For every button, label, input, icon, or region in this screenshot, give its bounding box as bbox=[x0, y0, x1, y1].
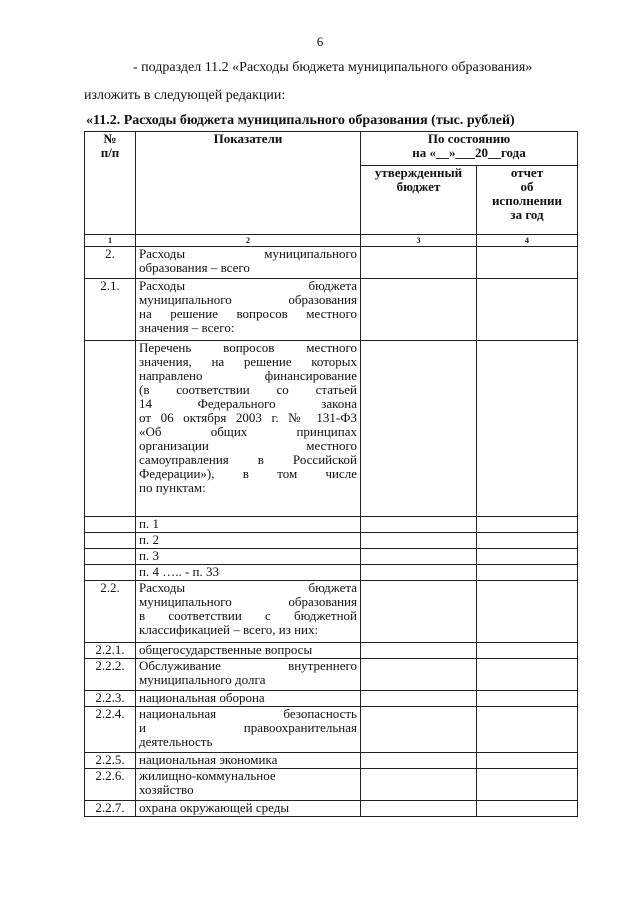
row-report-value-cell bbox=[477, 341, 578, 517]
row-number-cell bbox=[85, 565, 136, 581]
row-indicator-line: значения, на решение которых bbox=[139, 354, 357, 369]
row-indicator-line: п. 4 ….. - п. 33 bbox=[139, 564, 219, 579]
row-report-value-cell bbox=[477, 801, 578, 817]
row-number-cell: 2.1. bbox=[85, 279, 136, 341]
row-approved-value-cell bbox=[361, 341, 477, 517]
row-number-cell: 2.2.2. bbox=[85, 659, 136, 691]
row-indicator-line: национальная экономика bbox=[139, 752, 278, 767]
row-indicator-line: п. 3 bbox=[139, 548, 159, 563]
row-indicator-line: значения – всего: bbox=[139, 320, 235, 335]
row-indicator-cell bbox=[136, 753, 361, 769]
row-indicator-line: самоуправления в Российской bbox=[139, 452, 357, 467]
row-indicator-line: п. 2 bbox=[139, 532, 159, 547]
row-indicator-cell bbox=[136, 279, 361, 341]
header-approved-label: утвержденный бюджет bbox=[374, 165, 463, 194]
header-report-label: отчет об исполнении за год bbox=[491, 165, 563, 222]
table-row bbox=[85, 691, 578, 707]
table-row bbox=[85, 565, 578, 581]
header-num-label: № п/п bbox=[100, 131, 120, 160]
row-indicator-cell bbox=[136, 769, 361, 801]
row-indicator-line: Расходы бюджета bbox=[139, 278, 357, 293]
row-indicator-line: от 06 октября 2003 г. № 131-ФЗ bbox=[139, 410, 357, 425]
row-report-value-cell bbox=[477, 517, 578, 533]
row-report-value-cell bbox=[477, 581, 578, 643]
row-number-cell bbox=[85, 341, 136, 517]
row-indicator-line: на решение вопросов местного bbox=[139, 306, 357, 321]
row-indicator-line: национальная оборона bbox=[139, 690, 265, 705]
row-indicator-line: организации местного bbox=[139, 438, 357, 453]
row-report-value-cell bbox=[477, 769, 578, 801]
header-num-cell bbox=[85, 132, 136, 235]
table-title: «11.2. Расходы бюджета муниципального образования (тыс. рублей) bbox=[86, 113, 515, 128]
row-indicator-line: муниципального долга bbox=[139, 672, 266, 687]
intro-line-1: - подраздел 11.2 «Расходы бюджета муниципального образования» bbox=[133, 60, 533, 75]
row-indicator-line: п. 1 bbox=[139, 516, 159, 531]
row-number-cell: 2.2.3. bbox=[85, 691, 136, 707]
table-row bbox=[85, 707, 578, 753]
row-report-value-cell bbox=[477, 565, 578, 581]
row-approved-value-cell bbox=[361, 707, 477, 753]
column-index-1: 1 bbox=[85, 235, 136, 247]
row-approved-value-cell bbox=[361, 533, 477, 549]
header-state-cell bbox=[361, 132, 578, 166]
row-indicator-line: (в соответствии со статьей bbox=[139, 382, 357, 397]
column-index-row bbox=[85, 235, 578, 247]
header-approved-cell bbox=[361, 166, 477, 235]
row-indicator-line: национальная безопасность bbox=[139, 706, 357, 721]
column-index-3: 3 bbox=[361, 235, 477, 247]
row-number-cell: 2. bbox=[85, 247, 136, 279]
header-row-1 bbox=[85, 132, 578, 166]
row-indicator-cell bbox=[136, 247, 361, 279]
row-approved-value-cell bbox=[361, 659, 477, 691]
row-report-value-cell bbox=[477, 533, 578, 549]
table-row bbox=[85, 801, 578, 817]
row-indicator-cell bbox=[136, 707, 361, 753]
row-approved-value-cell bbox=[361, 643, 477, 659]
row-indicator-line: муниципального образования bbox=[139, 594, 357, 609]
row-report-value-cell bbox=[477, 643, 578, 659]
row-indicator-line: Расходы бюджета bbox=[139, 580, 357, 595]
table-row bbox=[85, 549, 578, 565]
row-approved-value-cell bbox=[361, 247, 477, 279]
row-number-cell: 2.2.4. bbox=[85, 707, 136, 753]
table-row bbox=[85, 769, 578, 801]
table-row bbox=[85, 341, 578, 517]
row-report-value-cell bbox=[477, 549, 578, 565]
table-row bbox=[85, 533, 578, 549]
row-number-cell: 2.2.6. bbox=[85, 769, 136, 801]
row-indicator-cell bbox=[136, 659, 361, 691]
row-indicator-cell bbox=[136, 549, 361, 565]
row-indicator-line: муниципального образования bbox=[139, 292, 357, 307]
page-number: 6 bbox=[316, 34, 324, 49]
budget-expenses-table bbox=[84, 131, 578, 817]
row-indicator-line: и правоохранительная bbox=[139, 720, 357, 735]
row-report-value-cell bbox=[477, 279, 578, 341]
table-row bbox=[85, 247, 578, 279]
header-state-line-2: на «__»___20__года bbox=[412, 145, 526, 160]
table-row bbox=[85, 643, 578, 659]
row-number-cell: 2.2.7. bbox=[85, 801, 136, 817]
header-report-cell bbox=[477, 166, 578, 235]
row-indicator-line: в соответствии с бюджетной bbox=[139, 608, 357, 623]
row-indicator-line: образования – всего bbox=[139, 260, 250, 275]
row-number-cell: 2.2. bbox=[85, 581, 136, 643]
row-number-cell bbox=[85, 533, 136, 549]
row-indicator-line: хозяйство bbox=[139, 782, 194, 797]
row-indicator-line: Федерации»), в том числе bbox=[139, 466, 357, 481]
row-report-value-cell bbox=[477, 753, 578, 769]
table-row bbox=[85, 279, 578, 341]
row-indicator-cell bbox=[136, 517, 361, 533]
column-index-2: 2 bbox=[136, 235, 361, 247]
row-indicator-line: направлено финансирование bbox=[139, 368, 357, 383]
row-approved-value-cell bbox=[361, 753, 477, 769]
header-indicators-cell bbox=[136, 132, 361, 235]
row-indicator-line: Обслуживание внутреннего bbox=[139, 658, 357, 673]
row-indicator-cell bbox=[136, 643, 361, 659]
row-indicator-line: Расходы муниципального bbox=[139, 246, 357, 261]
table-row bbox=[85, 517, 578, 533]
table-row bbox=[85, 659, 578, 691]
table-row bbox=[85, 753, 578, 769]
header-indicators-label: Показатели bbox=[213, 131, 283, 146]
row-indicator-line: деятельность bbox=[139, 734, 213, 749]
row-report-value-cell bbox=[477, 659, 578, 691]
row-indicator-line: охрана окружающей среды bbox=[139, 800, 290, 815]
row-number-cell: 2.2.1. bbox=[85, 643, 136, 659]
table-row bbox=[85, 581, 578, 643]
row-approved-value-cell bbox=[361, 769, 477, 801]
row-indicator-line: жилищно-коммунальное bbox=[139, 768, 276, 783]
row-indicator-cell bbox=[136, 581, 361, 643]
row-indicator-line: 14 Федерального закона bbox=[139, 396, 357, 411]
row-indicator-line: Перечень вопросов местного bbox=[139, 340, 357, 355]
row-indicator-cell bbox=[136, 801, 361, 817]
row-approved-value-cell bbox=[361, 549, 477, 565]
row-indicator-line: по пунктам: bbox=[139, 480, 206, 495]
row-report-value-cell bbox=[477, 691, 578, 707]
row-indicator-cell bbox=[136, 691, 361, 707]
row-approved-value-cell bbox=[361, 801, 477, 817]
row-indicator-cell bbox=[136, 533, 361, 549]
row-approved-value-cell bbox=[361, 279, 477, 341]
row-approved-value-cell bbox=[361, 581, 477, 643]
row-indicator-line: общегосударственные вопросы bbox=[139, 642, 313, 657]
header-state-line-1: По состоянию bbox=[427, 131, 511, 146]
row-number-cell bbox=[85, 549, 136, 565]
row-indicator-line: классификацией – всего, из них: bbox=[139, 622, 319, 637]
row-approved-value-cell bbox=[361, 565, 477, 581]
row-report-value-cell bbox=[477, 707, 578, 753]
row-approved-value-cell bbox=[361, 691, 477, 707]
row-number-cell bbox=[85, 517, 136, 533]
row-indicator-line: «Об общих принципах bbox=[139, 424, 357, 439]
column-index-4: 4 bbox=[477, 235, 578, 247]
row-indicator-cell bbox=[136, 565, 361, 581]
intro-line-2: изложить в следующей редакции: bbox=[84, 88, 286, 103]
row-indicator-cell bbox=[136, 341, 361, 517]
row-approved-value-cell bbox=[361, 517, 477, 533]
row-report-value-cell bbox=[477, 247, 578, 279]
row-number-cell: 2.2.5. bbox=[85, 753, 136, 769]
